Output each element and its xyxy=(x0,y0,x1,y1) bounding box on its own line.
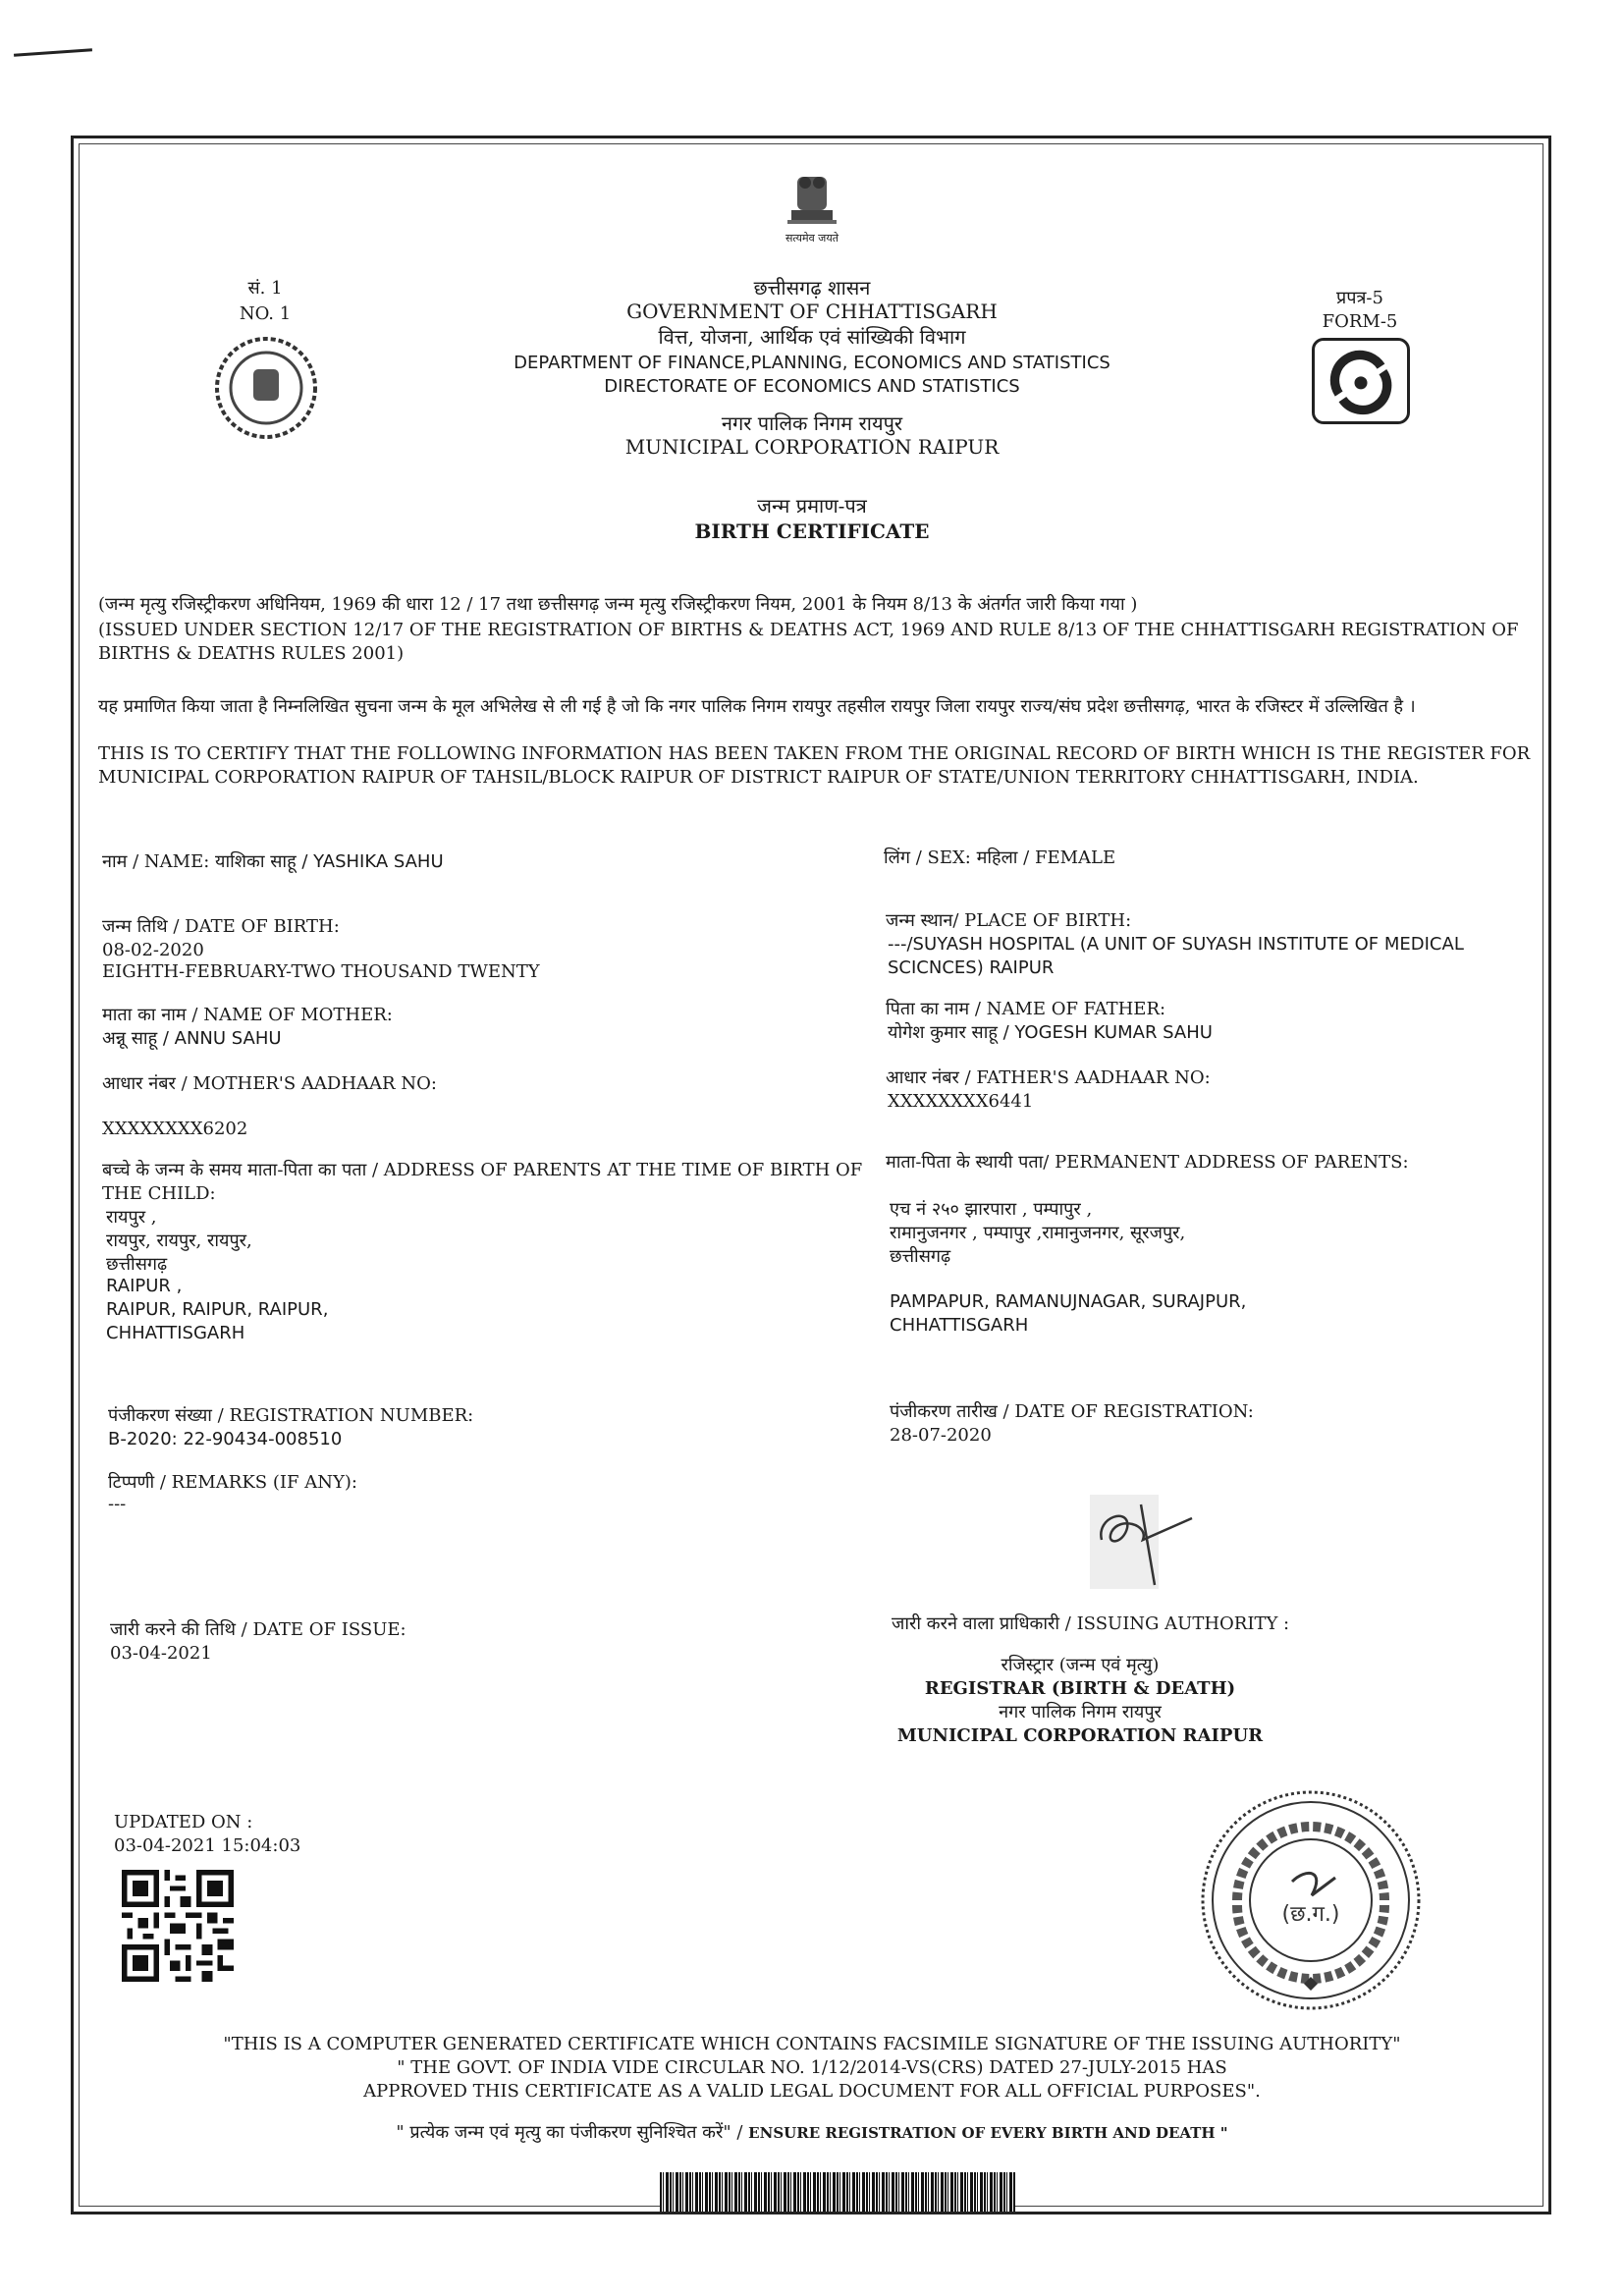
registration-date-label: पंजीकरण तारीख / DATE OF REGISTRATION: xyxy=(890,1401,1254,1422)
updated-on-label: UPDATED ON : xyxy=(114,1812,253,1832)
section-english: (ISSUED UNDER SECTION 12/17 OF THE REGISTRATION OF BIRTHS & DEATHS ACT, 1969 AND RULE 8/13 OF THE CHHATTISGARH REGISTRATION OF BIRTHS & DEATHS RULES 2001) xyxy=(98,620,1519,664)
title-hindi: जन्म प्रमाण-पत्र xyxy=(757,494,867,518)
registration-number-value: B-2020: 22-90434-008510 xyxy=(108,1429,343,1449)
footer-circular: " THE GOVT. OF INDIA VIDE CIRCULAR NO. 1/12/2014-VS(CRS) DATED 27-JULY-2015 HAS xyxy=(397,2057,1227,2078)
sex-field xyxy=(884,847,1512,870)
name-label: नाम / NAME: xyxy=(102,851,210,872)
qr-code xyxy=(122,1870,234,1982)
scan-pen-mark xyxy=(14,48,92,57)
serial-number: NO. 1 xyxy=(239,303,292,324)
mother-aadhaar-value: XXXXXXXX6202 xyxy=(102,1119,248,1139)
date-of-issue-label: जारी करने की तिथि / DATE OF ISSUE: xyxy=(110,1619,406,1640)
address-at-birth-label: बच्चे के जन्म के समय माता-पिता का पता / ADDRESS OF PARENTS AT THE TIME OF BIRTH OF THE CHILD: xyxy=(102,1160,863,1204)
chhattisgarh-seal-icon xyxy=(214,336,318,440)
directorate-english: DIRECTORATE OF ECONOMICS AND STATISTICS xyxy=(604,376,1020,397)
mother-aadhaar-label: आधार नंबर / MOTHER'S AADHAAR NO: xyxy=(102,1073,437,1094)
form-hindi: प्रपत्र-5 xyxy=(1336,288,1383,308)
ensure-hindi: " प्रत्येक जन्म एवं मृत्यु का पंजीकरण सुनिश्चित करें" / xyxy=(396,2122,743,2143)
remarks-value: --- xyxy=(108,1494,127,1514)
authority-corporation-english: MUNICIPAL CORPORATION RAIPUR xyxy=(896,1725,1264,1746)
govt-hindi: छत्तीसगढ़ शासन xyxy=(753,276,871,300)
govt-english: GOVERNMENT OF CHHATTISGARH xyxy=(626,300,998,323)
footer-approved: APPROVED THIS CERTIFICATE AS A VALID LEGAL DOCUMENT FOR ALL OFFICIAL PURPOSES". xyxy=(363,2081,1261,2102)
address-at-birth-hindi: रायपुर , रायपुर, रायपुर, रायपुर, छत्तीसगढ़ xyxy=(106,1207,252,1275)
remarks-label: टिप्पणी / REMARKS (IF ANY): xyxy=(108,1472,357,1493)
sex-label: लिंग / SEX: xyxy=(884,847,971,868)
footer-computer-generated: "THIS IS A COMPUTER GENERATED CERTIFICATE WHICH CONTAINS FACSIMILE SIGNATURE OF THE ISSUING AUTHORITY" xyxy=(223,2034,1401,2054)
serial-hindi: सं. 1 xyxy=(247,278,283,299)
permanent-address-hindi: एच नं २५० झारपारा , पम्पापुर , रामानुजनगर , पम्पापुर ,रामानुजनगर, सूरजपुर, छत्तीसगढ़ xyxy=(890,1199,1186,1267)
address-at-birth-english: RAIPUR , RAIPUR, RAIPUR, RAIPUR, CHHATTISGARH xyxy=(106,1276,329,1343)
barcode xyxy=(660,2172,1015,2212)
place-of-birth-label: जन्म स्थान/ PLACE OF BIRTH: xyxy=(886,910,1132,931)
dob-label: जन्म तिथि / DATE OF BIRTH: xyxy=(102,916,340,937)
municipal-corporation-seal xyxy=(1198,1787,1424,2013)
emblem-motto: सत्यमेव जयते xyxy=(785,232,839,245)
authority-corporation-hindi: नगर पालिक निगम रायपुर xyxy=(999,1702,1162,1722)
permanent-address-english: PAMPAPUR, RAMANUJNAGAR, SURAJPUR, CHHATTISGARH xyxy=(890,1291,1247,1336)
registrar-hindi: रजिस्ट्रार (जन्म एवं मृत्यु) xyxy=(1001,1655,1160,1675)
father-aadhaar-value: XXXXXXXX6441 xyxy=(888,1091,1034,1112)
department-hindi: वित्त, योजना, आर्थिक एवं सांख्यिकी विभाग xyxy=(658,325,966,349)
ensure-english: ENSURE REGISTRATION OF EVERY BIRTH AND DEATH " xyxy=(748,2124,1228,2142)
corporation-english: MUNICIPAL CORPORATION RAIPUR xyxy=(624,435,1000,459)
mother-name-value: अन्नू साहू / ANNU SAHU xyxy=(102,1028,282,1049)
mother-name-label: माता का नाम / NAME OF MOTHER: xyxy=(102,1005,393,1025)
certify-english: THIS IS TO CERTIFY THAT THE FOLLOWING INFORMATION HAS BEEN TAKEN FROM THE ORIGINAL RECORD OF BIRTH WHICH IS THE REGISTER FOR MUNICIPAL CORPORATION RAIPUR OF TAHSIL/BLOCK RAIPUR OF DISTRICT RAIPUR OF STATE/UNION TERRITORY CHHATTISGARH, INDIA. xyxy=(98,743,1531,788)
seal-state-text: (छ.ग.) xyxy=(1281,1902,1340,1927)
registrar-english: REGISTRAR (BIRTH & DEATH) xyxy=(924,1678,1236,1699)
footer-ensure-registration xyxy=(125,2121,1499,2145)
form-number: FORM-5 xyxy=(1322,311,1398,332)
registration-number-label: पंजीकरण संख्या / REGISTRATION NUMBER: xyxy=(108,1405,474,1426)
permanent-address-label: माता-पिता के स्थायी पता/ PERMANENT ADDRESS OF PARENTS: xyxy=(886,1152,1409,1173)
section-hindi: (जन्म मृत्यु रजिस्ट्रीकरण अधिनियम, 1969 की धारा 12 / 17 तथा छत्तीसगढ़ जन्म मृत्यु रजिस्ट्रीकरण नियम, 2001 के नियम 8/13 के अंतर्गत जारी किया गया ) xyxy=(98,594,1138,615)
dob-words: EIGHTH-FEBRUARY-TWO THOUSAND TWENTY xyxy=(102,961,540,982)
registration-date-value: 28-07-2020 xyxy=(890,1425,992,1446)
corporation-hindi: नगर पालिक निगम रायपुर xyxy=(721,411,903,435)
updated-on-value: 03-04-2021 15:04:03 xyxy=(114,1835,301,1856)
date-of-issue-value: 03-04-2021 xyxy=(110,1643,212,1664)
father-name-label: पिता का नाम / NAME OF FATHER: xyxy=(886,999,1166,1019)
dob-value: 08-02-2020 xyxy=(102,940,204,960)
father-name-value: योगेश कुमार साहू / YOGESH KUMAR SAHU xyxy=(888,1022,1213,1043)
name-field xyxy=(102,850,868,874)
department-english: DEPARTMENT OF FINANCE,PLANNING, ECONOMICS AND STATISTICS xyxy=(514,353,1110,373)
name-value: याशिका साहू / YASHIKA SAHU xyxy=(215,851,444,872)
certify-hindi: यह प्रमाणित किया जाता है निम्नलिखित सुचना जन्म के मूल अभिलेख से ली गई है जो कि नगर पालिक निगम रायपुर तहसील रायपुर जिला रायपुर राज्य/संघ प्रदेश छत्तीसगढ़, भारत के रजिस्टर में उल्लिखित है । xyxy=(98,696,1416,717)
father-aadhaar-label: आधार नंबर / FATHER'S AADHAAR NO: xyxy=(886,1067,1211,1088)
issuing-authority-label: जारी करने वाला प्राधिकारी / ISSUING AUTHORITY : xyxy=(892,1613,1290,1634)
registrar-signature xyxy=(1090,1495,1208,1589)
crs-logo-icon xyxy=(1312,338,1410,424)
page-title: BIRTH CERTIFICATE xyxy=(694,519,930,543)
place-of-birth-value: ---/SUYASH HOSPITAL (A UNIT OF SUYASH INSTITUTE OF MEDICAL SCICNCES) RAIPUR xyxy=(888,934,1464,978)
sex-value: महिला / FEMALE xyxy=(976,847,1116,868)
